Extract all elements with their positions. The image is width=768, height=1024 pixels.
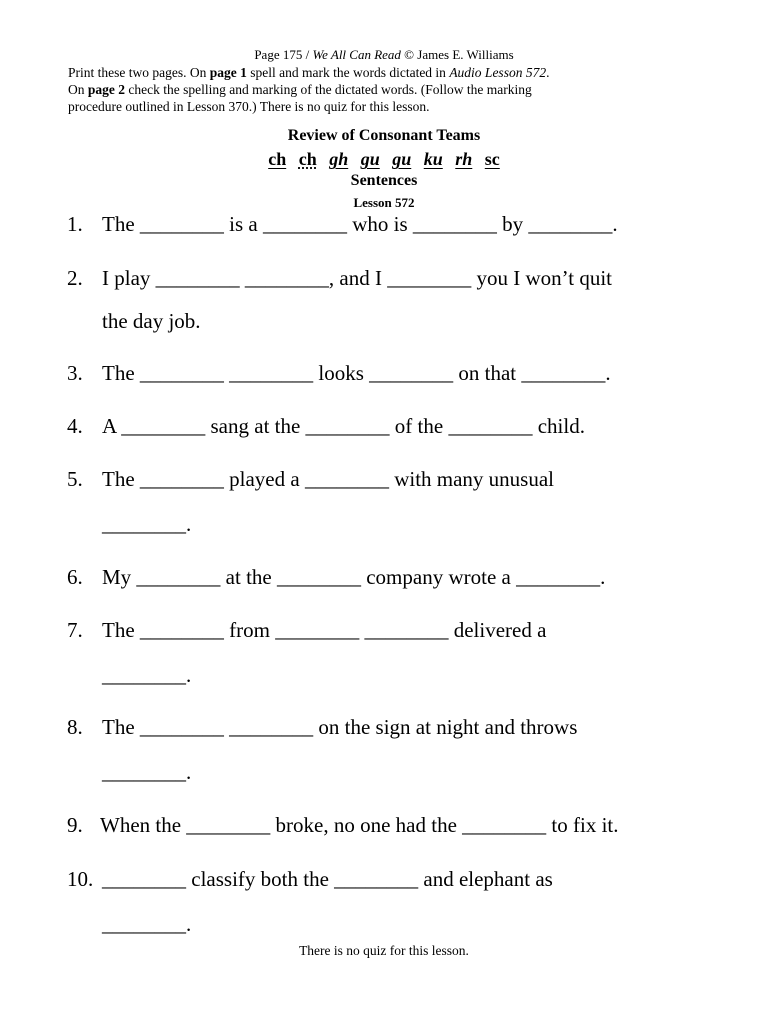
lesson-title: Lesson 572 <box>353 195 415 210</box>
page-label: Page 175 / <box>254 47 313 62</box>
team-ch-1: ch <box>268 149 287 169</box>
sentence-number: 4. <box>67 414 83 438</box>
sentence-line: When the ________ broke, no one had the ________ to fix it. <box>100 813 619 837</box>
instruction-line-3: procedure outlined in Lesson 370.) There is no quiz for this lesson. <box>68 99 430 114</box>
sentence-line: My ________ at the ________ company wrote a ________. <box>102 565 606 589</box>
sentence-continuation: ________. <box>102 663 192 687</box>
sentence-line: The ________ from ________ ________ delivered a <box>102 618 547 642</box>
sentence-continuation: ________. <box>102 512 192 536</box>
page-header <box>0 47 768 63</box>
team-gu-1: gu <box>360 149 380 169</box>
team-ku: ku <box>423 149 443 169</box>
instruction-text: . <box>546 65 550 80</box>
sentence-number: 10. <box>67 867 94 891</box>
copyright-notice: © James E. Williams <box>400 47 514 62</box>
sentence-number: 2. <box>67 266 83 290</box>
instruction-emphasis: page 2 <box>87 82 125 97</box>
team-rh: rh <box>455 149 473 169</box>
audio-lesson-ref: Audio Lesson 572 <box>449 65 547 80</box>
sentence-number: 6. <box>67 565 83 589</box>
consonant-teams <box>0 147 768 171</box>
sentence-number: 5. <box>67 467 83 491</box>
team-gh: gh <box>329 149 349 169</box>
team-ch-2: ch <box>298 149 317 169</box>
sentence-continuation: ________. <box>102 760 192 784</box>
sentence-number: 1. <box>67 212 83 236</box>
review-title: Review of Consonant Teams <box>287 127 481 144</box>
sentence-number: 9. <box>67 813 83 837</box>
sentence-continuation: ________. <box>102 912 192 936</box>
instruction-line-2 <box>68 81 708 98</box>
team-gu-2: gu <box>392 149 412 169</box>
sentence-line: The ________ ________ looks ________ on that ________. <box>102 361 611 385</box>
sentence-line: ________ classify both the ________ and elephant as <box>102 867 553 891</box>
sentence-number: 3. <box>67 361 83 385</box>
sentence-number: 8. <box>67 715 83 739</box>
instruction-line-1 <box>68 64 708 81</box>
sentence-line: A ________ sang at the ________ of the ________ child. <box>102 414 585 438</box>
footer-note: There is no quiz for this lesson. <box>299 943 469 958</box>
book-title: We All Can Read <box>312 47 401 62</box>
sentence-number: 7. <box>67 618 83 642</box>
instruction-text: check the spelling and marking of the dictated words. (Follow the marking <box>125 82 532 97</box>
team-sc: sc <box>484 149 500 169</box>
sentence-line: The ________ is a ________ who is ________ by ________. <box>102 212 618 236</box>
instruction-emphasis: page 1 <box>209 65 247 80</box>
instruction-text: On <box>68 82 88 97</box>
instruction-text: Print these two pages. On <box>68 65 210 80</box>
sentence-line: I play ________ ________, and I ________ you I won’t quit <box>102 266 612 290</box>
sentence-line: The ________ played a ________ with many unusual <box>102 467 555 491</box>
sentences-title: Sentences <box>350 172 418 189</box>
sentence-continuation: the day job. <box>102 309 201 333</box>
sentence-line: The ________ ________ on the sign at night and throws <box>102 715 578 739</box>
instruction-text: spell and mark the words dictated in <box>246 65 450 80</box>
